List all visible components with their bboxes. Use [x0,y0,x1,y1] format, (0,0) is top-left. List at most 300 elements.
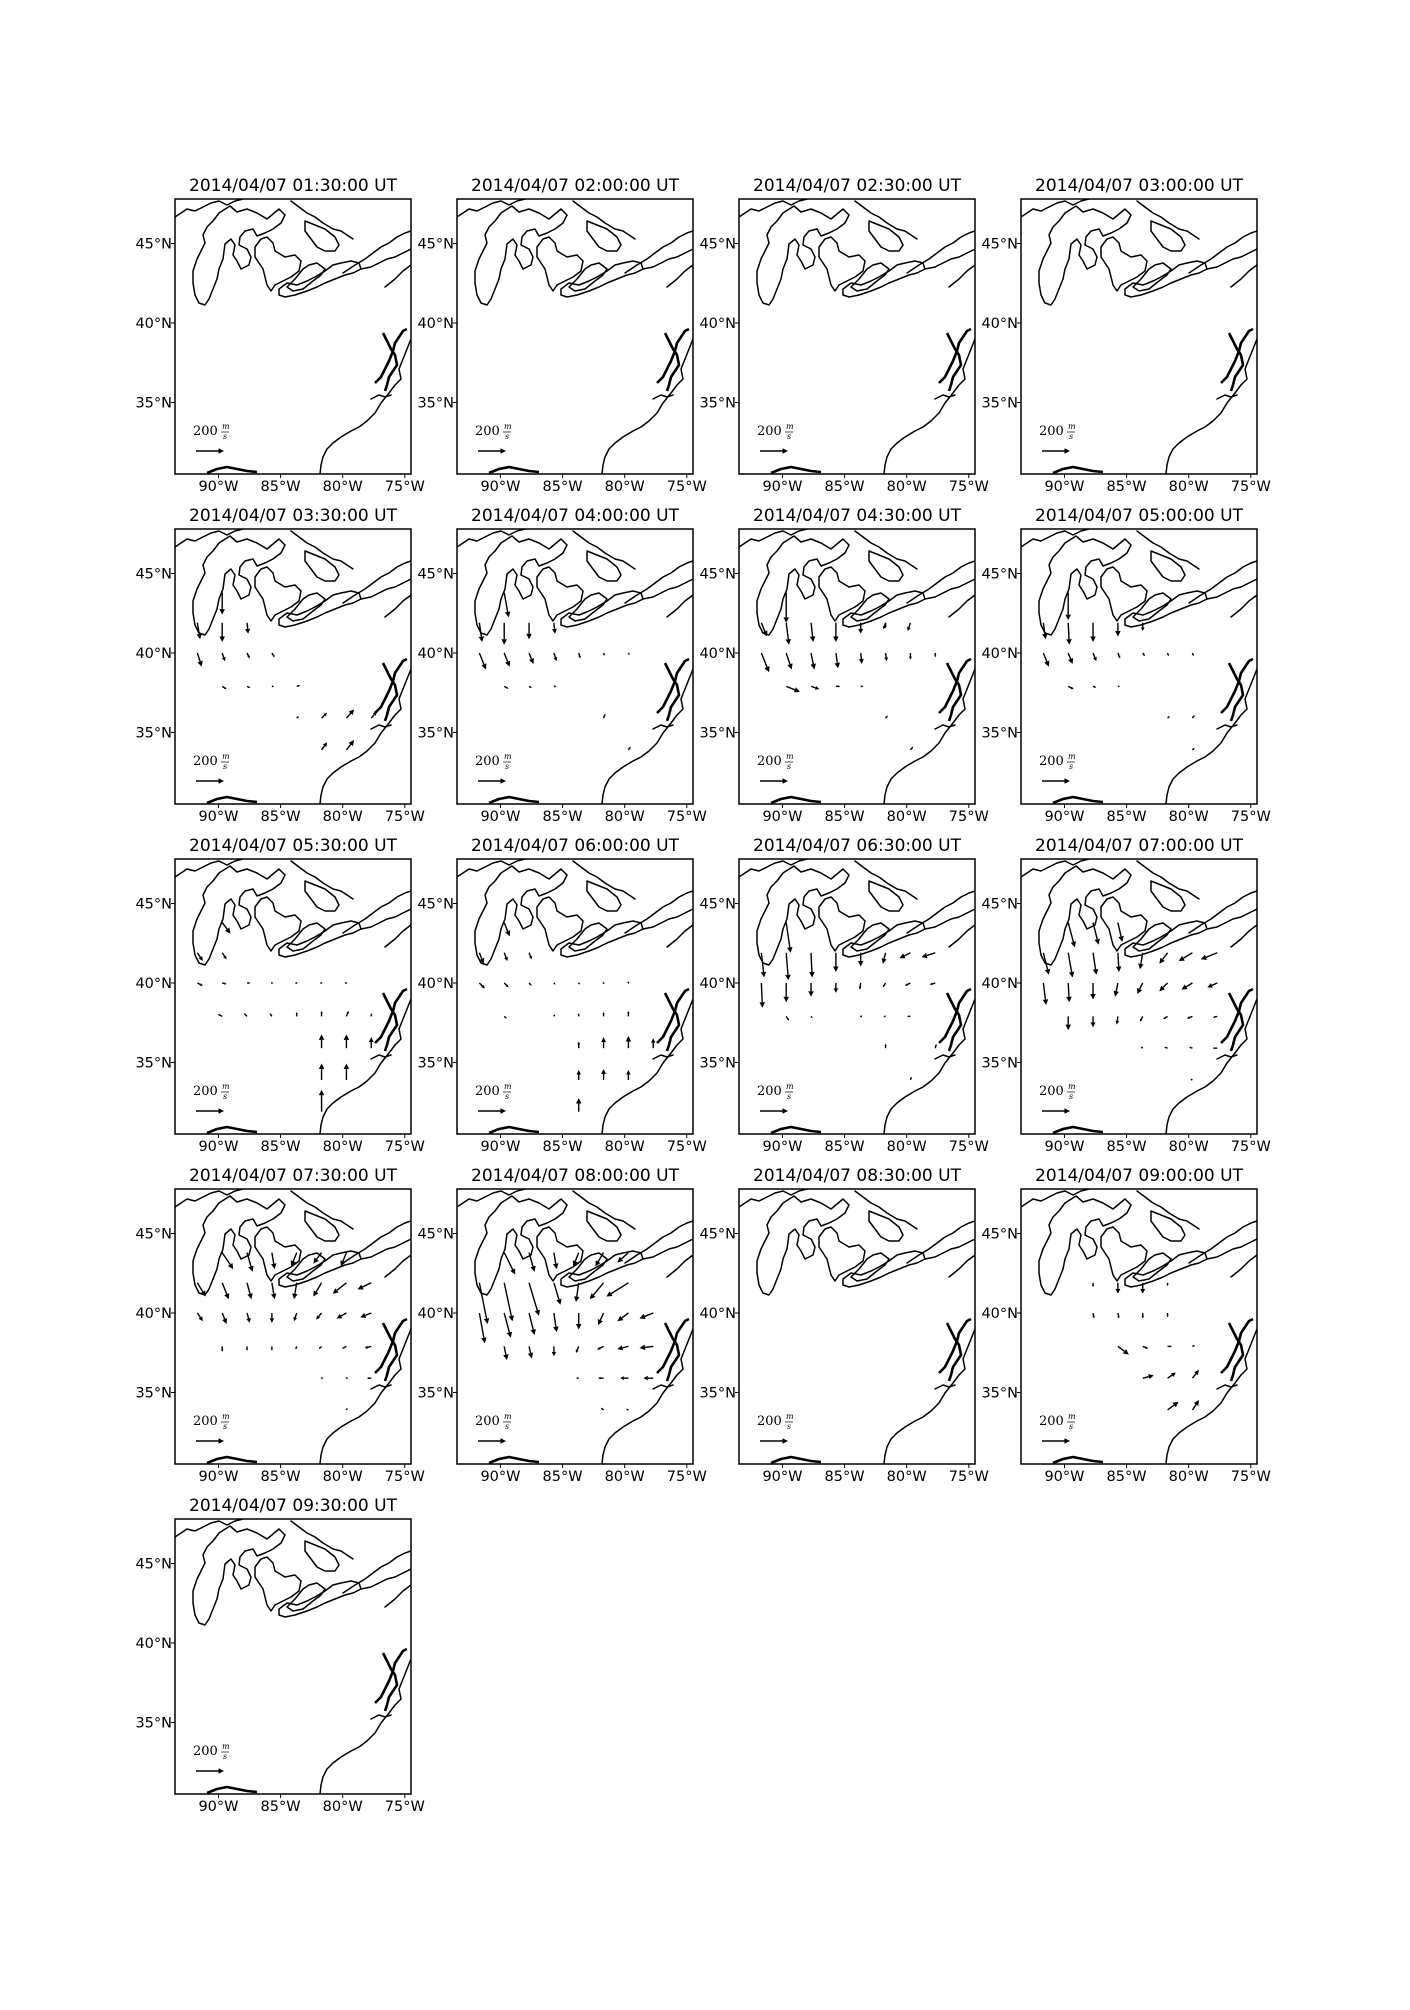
lat-tick-label: 35°N [981,395,1018,412]
velocity-vector [1115,623,1121,637]
map-panel [135,836,424,1155]
reference-vector-key [757,1412,794,1444]
velocity-vector [529,1253,536,1272]
lat-tick-label: 35°N [981,725,1018,742]
velocity-vector [602,1012,604,1016]
panel-title: 2014/04/07 03:00:00 UT [1035,176,1243,196]
map-panel [981,836,1270,1155]
lon-tick-label: 85°W [542,1139,583,1155]
reference-unit-denominator: s [505,1092,510,1101]
panel-title: 2014/04/07 02:30:00 UT [753,176,961,196]
reference-unit-numerator: m [222,1412,230,1421]
velocity-vector [761,623,767,637]
lat-tick-label: 35°N [699,1055,736,1072]
velocity-vector [786,653,792,669]
velocity-vector [576,1313,582,1330]
reference-magnitude: 200 [757,1414,782,1429]
lon-tick-label: 90°W [762,809,803,825]
reference-magnitude: 200 [757,754,782,769]
velocity-vector [504,1283,514,1322]
velocity-vector [1164,1047,1167,1049]
velocity-vector [479,653,486,669]
velocity-vector [578,653,580,658]
lon-tick-label: 75°W [1230,1469,1271,1485]
velocity-vector [907,1015,910,1017]
velocity-vector [320,982,322,984]
panel-title: 2014/04/07 08:30:00 UT [753,1166,961,1186]
velocity-vector [369,1037,374,1048]
reference-unit-denominator: s [1069,432,1074,441]
velocity-vector [316,1313,322,1320]
velocity-vector [651,1038,655,1048]
velocity-vector [883,983,886,987]
lon-tick-label: 75°W [948,809,989,825]
reference-unit-denominator: s [1069,1422,1074,1431]
velocity-vector [272,653,275,657]
lon-tick-label: 75°W [384,479,425,495]
reference-unit-numerator: m [786,422,794,431]
velocity-vector [1118,685,1120,687]
velocity-vector [1090,983,1096,999]
velocity-vector [786,1016,789,1020]
lon-tick-label: 90°W [198,479,239,495]
reference-unit-numerator: m [504,1412,512,1421]
map-panel [417,836,706,1155]
velocity-vector [882,953,887,964]
map-panel [417,176,706,495]
map-panel [135,176,424,495]
velocity-vector [222,923,230,934]
velocity-vector [319,1346,322,1349]
lon-tick-label: 75°W [1230,479,1271,495]
lon-tick-label: 85°W [260,479,301,495]
velocity-vector [319,1034,325,1048]
lon-tick-label: 80°W [886,1139,927,1155]
velocity-vector [371,712,377,719]
velocity-vector [504,1016,507,1018]
panel-title: 2014/04/07 07:00:00 UT [1035,836,1243,856]
velocity-vector [1179,953,1193,961]
velocity-vector [271,1253,276,1270]
lat-tick-label: 40°N [981,975,1018,992]
reference-unit-numerator: m [222,422,230,431]
reference-vector-key [475,1082,512,1114]
lat-tick-label: 35°N [417,1055,454,1072]
lon-tick-label: 85°W [824,1469,865,1485]
velocity-vectors [761,593,936,750]
map-panel [699,506,988,825]
velocity-vector [1190,1079,1192,1081]
velocity-vector [617,1313,628,1321]
reference-unit-numerator: m [1068,1412,1076,1421]
velocity-vector [479,623,484,642]
velocity-vector [783,983,789,1002]
velocity-vector [270,1313,274,1323]
velocity-vector [883,1015,885,1017]
velocity-vectors [196,593,376,750]
lat-tick-label: 35°N [135,1715,172,1732]
velocity-vector [785,953,790,981]
velocity-vector [833,953,839,972]
lon-tick-label: 90°W [198,1799,239,1815]
velocity-vector [640,1345,654,1350]
reference-arrow [760,778,788,784]
panel-title: 2014/04/07 01:30:00 UT [189,176,397,196]
reference-vector-key [1039,422,1076,454]
reference-vector-key [475,422,512,454]
velocity-vector [643,1376,653,1380]
velocity-vector [553,1014,555,1016]
velocity-vector [345,1377,347,1379]
velocity-vector [1192,1400,1199,1410]
velocity-vector [504,593,510,618]
velocity-vector [1140,1016,1143,1022]
velocity-vector [786,623,791,645]
velocity-vector [811,653,816,669]
velocity-vector [322,713,328,719]
lat-tick-label: 35°N [135,1055,172,1072]
velocity-vector [529,1283,540,1316]
lon-tick-label: 90°W [198,1469,239,1485]
lat-tick-label: 35°N [981,1055,1018,1072]
velocity-vector [1093,653,1097,661]
reference-arrow [1042,1438,1070,1444]
reference-unit-numerator: m [786,1412,794,1421]
velocity-vector [761,953,766,978]
lon-tick-label: 80°W [1168,1139,1209,1155]
velocity-vector [529,653,534,664]
velocity-vector [601,1037,606,1048]
velocity-vector [529,983,532,986]
reference-arrow [760,1438,788,1444]
lat-tick-label: 35°N [699,725,736,742]
lat-tick-label: 40°N [135,1305,172,1322]
velocity-vector [322,742,328,750]
velocity-vector [627,1011,629,1017]
velocity-vector [910,747,913,750]
reference-unit-denominator: s [787,1092,792,1101]
reference-magnitude: 200 [1039,754,1064,769]
velocity-vector [553,1313,558,1332]
map-panel [417,506,706,825]
lon-tick-label: 90°W [762,1469,803,1485]
lat-tick-label: 45°N [699,1226,736,1243]
velocity-vector [1213,1047,1217,1049]
velocity-vector [809,953,814,978]
velocity-vector [246,1313,250,1323]
reference-vector-key [193,1412,230,1444]
velocity-vector [528,1346,533,1358]
velocity-vector [247,1283,253,1300]
velocity-vector [786,686,800,692]
lon-tick-label: 90°W [762,1139,803,1155]
velocity-vector [358,1283,372,1290]
lat-tick-label: 40°N [699,645,736,662]
reference-magnitude: 200 [193,1744,218,1759]
velocity-vector [244,1013,247,1016]
velocity-vector [552,623,557,634]
velocity-vector [1141,1047,1143,1049]
velocity-vector [576,1346,579,1353]
reference-magnitude: 200 [193,754,218,769]
velocity-vector [1159,983,1167,991]
lon-tick-label: 75°W [666,1469,707,1485]
velocity-vector [1143,1374,1154,1379]
lon-tick-label: 80°W [322,1469,363,1485]
panel-title: 2014/04/07 09:30:00 UT [189,1496,397,1516]
velocity-vector [1201,953,1218,960]
velocity-vector [1065,1016,1071,1030]
reference-magnitude: 200 [193,424,218,439]
velocity-vector [313,1283,321,1297]
velocity-vector [597,1346,604,1349]
velocity-vector [247,686,250,688]
velocity-vector [1114,983,1119,997]
velocity-vector [344,1063,350,1080]
reference-unit-denominator: s [223,762,228,771]
lon-tick-label: 85°W [1106,1469,1147,1485]
velocity-vector [222,982,226,984]
velocity-vector [1091,1016,1096,1027]
velocity-vector [222,953,226,960]
velocity-vector [346,740,354,750]
reference-vector-key [193,1082,230,1114]
velocity-vector [222,653,226,661]
velocity-vector [504,1253,515,1275]
velocity-vector [1068,923,1076,948]
lon-tick-label: 80°W [1168,809,1209,825]
velocity-vector [835,653,840,668]
lat-tick-label: 35°N [135,1385,172,1402]
velocity-vector [1192,653,1194,656]
lon-tick-label: 75°W [384,1799,425,1815]
velocity-vector [221,1346,223,1352]
lat-tick-label: 40°N [981,315,1018,332]
lat-tick-label: 45°N [981,896,1018,913]
reference-arrow [1042,448,1070,454]
velocity-vector [1117,1313,1119,1319]
velocity-vector [576,1377,579,1379]
velocity-vector [1143,1346,1149,1348]
lon-tick-label: 85°W [824,1139,865,1155]
reference-unit-numerator: m [504,422,512,431]
velocity-vector [1093,953,1098,975]
reference-unit-denominator: s [505,762,510,771]
velocity-vector [1068,686,1074,689]
reference-vector-key [1039,1082,1076,1114]
reference-vector-key [193,1742,230,1774]
velocity-vector [222,1283,229,1300]
lon-tick-label: 80°W [886,809,927,825]
velocity-vector [333,1283,347,1294]
velocity-vector [859,653,864,664]
velocity-vector [808,983,814,997]
velocity-vector [504,953,508,961]
lon-tick-label: 90°W [480,1469,521,1485]
velocity-vector [909,653,912,660]
velocity-vector [1118,1346,1129,1354]
lat-tick-label: 45°N [981,1226,1018,1243]
velocity-vector [370,1013,372,1016]
velocity-vector [365,1346,372,1349]
velocity-vectors [479,593,631,750]
velocity-vector [1143,653,1145,656]
velocity-vector [293,1313,297,1321]
lat-tick-label: 45°N [135,566,172,583]
reference-vector-key [193,752,230,784]
velocity-vector [934,653,936,657]
velocity-vector [504,983,508,987]
reference-unit-denominator: s [787,762,792,771]
panel-title: 2014/04/07 04:00:00 UT [471,506,679,526]
lon-tick-label: 85°W [824,479,865,495]
lon-tick-label: 75°W [1230,1139,1271,1155]
velocity-vector [1168,1402,1179,1410]
velocity-vectors [197,1253,371,1411]
velocity-vector [620,1376,628,1380]
map-panel [135,1166,424,1485]
velocity-vector [899,953,910,959]
velocity-vector [617,1345,628,1350]
velocity-vector [529,953,532,960]
reference-unit-numerator: m [504,752,512,761]
velocity-vector [1163,1016,1167,1019]
velocity-vector [1207,983,1217,988]
lon-tick-label: 85°W [542,1469,583,1485]
reference-unit-numerator: m [1068,752,1076,761]
velocity-vector [626,1070,630,1080]
reference-arrow [196,778,224,784]
reference-magnitude: 200 [757,424,782,439]
velocity-vector [1168,1373,1176,1379]
map-panel [135,506,424,825]
velocity-vector [576,1098,582,1112]
reference-arrow [196,1768,224,1774]
velocity-vector [1043,983,1048,1005]
panel-title: 2014/04/07 05:00:00 UT [1035,506,1243,526]
velocity-vector [1042,623,1047,640]
reference-arrow [760,448,788,454]
lon-tick-label: 75°W [384,809,425,825]
reference-unit-denominator: s [787,432,792,441]
lon-tick-label: 80°W [1168,479,1209,495]
reference-unit-denominator: s [505,1422,510,1431]
reference-arrow [196,448,224,454]
velocity-vector [504,923,510,937]
lat-tick-label: 45°N [135,236,172,253]
panel-title: 2014/04/07 08:00:00 UT [471,1166,679,1186]
reference-unit-numerator: m [1068,1082,1076,1091]
velocity-vector [272,685,274,687]
lon-tick-label: 75°W [1230,809,1271,825]
reference-vector-key [757,1082,794,1114]
velocity-vector [367,1377,371,1379]
reference-magnitude: 200 [1039,1414,1064,1429]
velocity-vector [1090,623,1096,642]
velocity-vector [222,1253,233,1270]
velocity-vector [1213,1016,1217,1018]
velocity-vectors [479,1253,653,1411]
lat-tick-label: 40°N [417,315,454,332]
velocity-vector [1093,686,1096,688]
velocity-vector [247,982,250,984]
lon-tick-label: 80°W [1168,1469,1209,1485]
lat-tick-label: 45°N [699,566,736,583]
reference-arrow [478,1438,506,1444]
velocity-vector [626,1036,631,1048]
velocity-vector [197,1313,203,1321]
velocity-vector [578,982,580,984]
map-panel [699,1166,988,1485]
reference-arrow [196,1108,224,1114]
reference-unit-denominator: s [1069,1092,1074,1101]
lon-tick-label: 90°W [480,1139,521,1155]
lat-tick-label: 45°N [699,236,736,253]
velocity-vector [1118,653,1120,658]
lon-tick-label: 80°W [604,809,645,825]
velocity-vectors [759,923,936,1080]
reference-unit-numerator: m [786,752,794,761]
velocity-vector [295,1346,297,1349]
velocity-vector [861,685,864,687]
velocity-vector [1167,716,1169,718]
velocity-vector [1116,953,1121,972]
reference-unit-denominator: s [1069,762,1074,771]
velocity-vector [1066,623,1071,645]
velocity-vector [603,653,605,656]
lon-tick-label: 85°W [260,809,301,825]
velocity-vector [342,1346,346,1348]
lon-tick-label: 85°W [260,1139,301,1155]
velocity-vector [554,685,557,687]
velocity-vector [247,1253,254,1272]
velocity-vectors [1092,1283,1199,1410]
lon-tick-label: 75°W [948,1469,989,1485]
velocity-vector [1068,953,1074,978]
lon-tick-label: 90°W [480,809,521,825]
velocity-vector [296,982,298,984]
lat-tick-label: 35°N [981,1385,1018,1402]
velocity-vector [553,982,555,984]
reference-arrow [478,778,506,784]
map-panel [699,176,988,495]
velocity-vector [886,715,888,718]
velocity-vector [246,1346,248,1350]
lat-tick-label: 35°N [417,725,454,742]
lat-tick-label: 40°N [135,1635,172,1652]
velocity-vector [479,1313,486,1343]
lon-tick-label: 85°W [1106,809,1147,825]
lat-tick-label: 35°N [699,395,736,412]
panel-title: 2014/04/07 09:00:00 UT [1035,1166,1243,1186]
lat-tick-label: 40°N [417,1305,454,1322]
lat-tick-label: 35°N [135,395,172,412]
lat-tick-label: 40°N [981,645,1018,662]
velocity-vector [552,1346,556,1356]
velocity-vector [526,623,532,640]
velocity-vector [501,623,507,645]
lon-tick-label: 85°W [260,1469,301,1485]
lat-tick-label: 45°N [417,1226,454,1243]
map-panel [417,1166,706,1485]
lon-tick-label: 75°W [666,479,707,495]
velocity-vector [602,982,604,984]
panel-title: 2014/04/07 06:00:00 UT [471,836,679,856]
panel-grid [135,176,1270,1815]
reference-unit-denominator: s [223,1092,228,1101]
lon-tick-label: 90°W [1044,1139,1085,1155]
velocity-vector [922,953,936,958]
